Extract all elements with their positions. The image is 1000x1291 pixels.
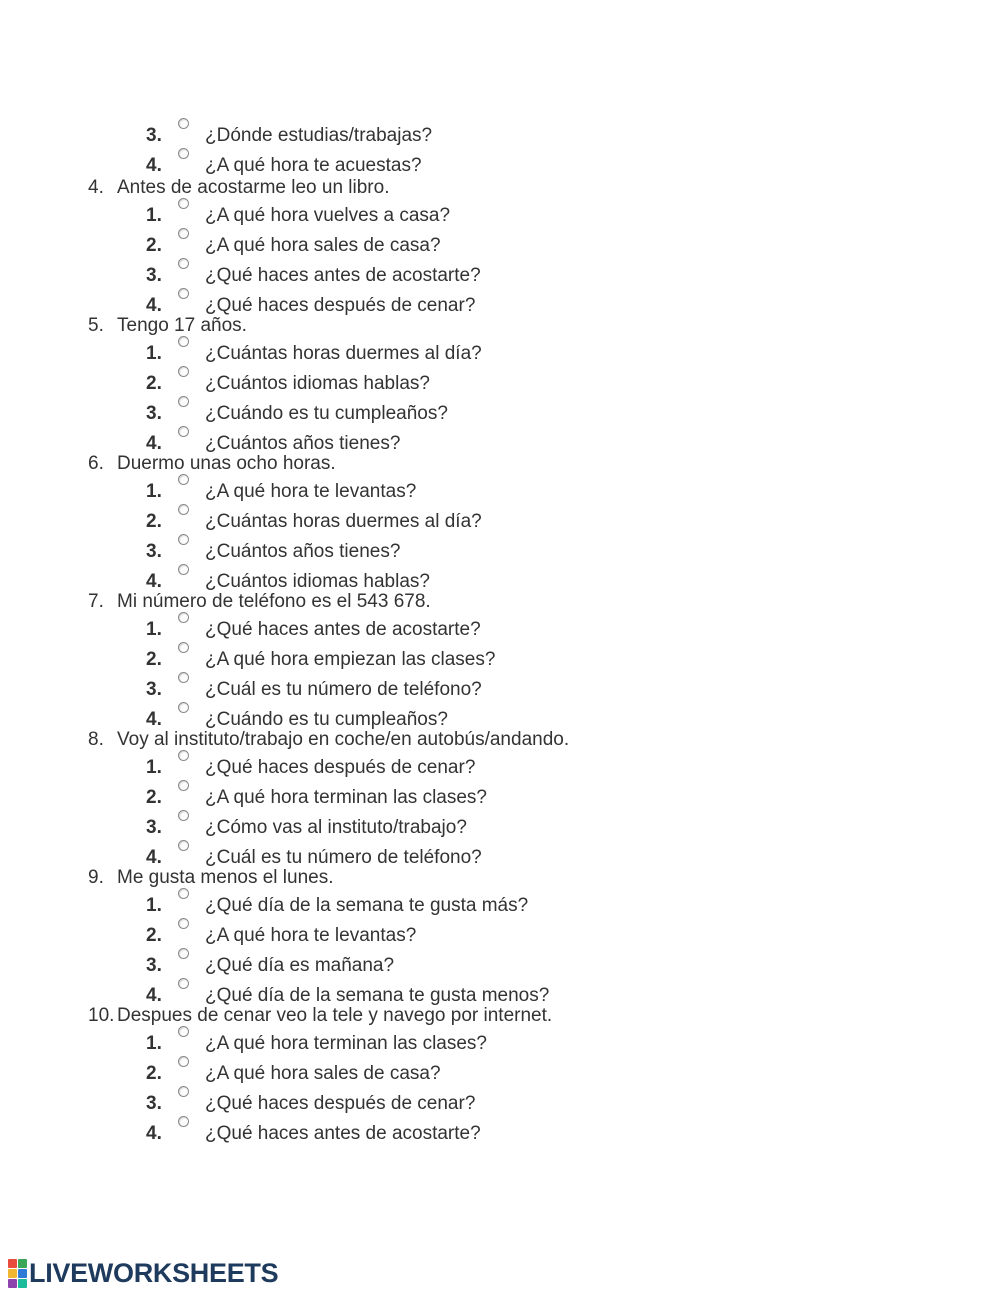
option-number: 2. xyxy=(146,235,162,256)
radio-button-icon[interactable] xyxy=(178,564,189,575)
logo-square xyxy=(8,1279,17,1288)
option-number: 2. xyxy=(146,1063,162,1084)
question-number: 8. xyxy=(88,729,104,750)
option-number: 3. xyxy=(146,265,162,286)
logo-square xyxy=(8,1259,17,1268)
logo-mark-icon xyxy=(8,1259,27,1288)
option-text: ¿Cómo vas al instituto/trabajo? xyxy=(205,817,467,838)
question-number: 10. xyxy=(88,1005,115,1026)
option-text: ¿Cuál es tu número de teléfono? xyxy=(205,679,482,700)
question-prompt xyxy=(88,177,390,199)
option-text: ¿Dónde estudias/trabajas? xyxy=(205,125,433,146)
option-text: ¿Cuántos idiomas hablas? xyxy=(205,373,430,394)
option-text: ¿Cuál es tu número de teléfono? xyxy=(205,847,482,868)
option-text: ¿Qué día es mañana? xyxy=(205,955,395,976)
radio-button-icon[interactable] xyxy=(178,288,189,299)
radio-button-icon[interactable] xyxy=(178,750,189,761)
option-text: ¿Cuántos años tienes? xyxy=(205,541,401,562)
radio-button-icon[interactable] xyxy=(178,504,189,515)
question-number: 9. xyxy=(88,867,104,888)
option-number: 2. xyxy=(146,787,162,808)
question-text: Antes de acostarme leo un libro. xyxy=(117,177,390,198)
question-text: Despues de cenar veo la tele y navego por internet. xyxy=(117,1005,553,1026)
option-number: 3. xyxy=(146,679,162,700)
question-number: 5. xyxy=(88,315,104,336)
option-text: ¿A qué hora terminan las clases? xyxy=(205,1033,487,1054)
option-text: ¿Qué haces antes de acostarte? xyxy=(205,1123,481,1144)
option-number: 3. xyxy=(146,541,162,562)
option-number: 3. xyxy=(146,817,162,838)
question-number: 7. xyxy=(88,591,104,612)
radio-button-icon[interactable] xyxy=(178,702,189,713)
logo-square xyxy=(8,1269,17,1278)
radio-button-icon[interactable] xyxy=(178,258,189,269)
logo-text: LIVEWORKSHEETS xyxy=(29,1257,279,1288)
option-number: 2. xyxy=(146,511,162,532)
question-prompt xyxy=(88,453,336,475)
question-text: Voy al instituto/trabajo en coche/en autobús/andando. xyxy=(117,729,570,750)
option-text: ¿A qué hora empiezan las clases? xyxy=(205,649,496,670)
option-text: ¿Cuántas horas duermes al día? xyxy=(205,343,482,364)
option-number: 2. xyxy=(146,373,162,394)
option-number: 2. xyxy=(146,925,162,946)
option-number: 1. xyxy=(146,205,162,226)
question-prompt xyxy=(88,315,247,337)
radio-button-icon[interactable] xyxy=(178,1026,189,1037)
logo-square xyxy=(18,1259,27,1268)
option-text: ¿Qué haces después de cenar? xyxy=(205,757,476,778)
liveworksheets-logo xyxy=(8,1258,278,1288)
option-text: ¿A qué hora te levantas? xyxy=(205,481,417,502)
option-number: 2. xyxy=(146,649,162,670)
radio-button-icon[interactable] xyxy=(178,198,189,209)
radio-button-icon[interactable] xyxy=(178,118,189,129)
option-text: ¿Cuántos años tienes? xyxy=(205,433,401,454)
question-text: Me gusta menos el lunes. xyxy=(117,867,334,888)
option-text: ¿A qué hora te levantas? xyxy=(205,925,417,946)
radio-button-icon[interactable] xyxy=(178,612,189,623)
option-number: 1. xyxy=(146,481,162,502)
option-text: ¿Qué día de la semana te gusta menos? xyxy=(205,985,550,1006)
question-text: Mi número de teléfono es el 543 678. xyxy=(117,591,431,612)
option-text: ¿Qué haces después de cenar? xyxy=(205,295,476,316)
option-number: 4. xyxy=(146,985,162,1006)
option-number: 1. xyxy=(146,619,162,640)
option-number: 1. xyxy=(146,1033,162,1054)
question-prompt xyxy=(88,729,569,751)
option-number: 4. xyxy=(146,1123,162,1144)
radio-button-icon[interactable] xyxy=(178,228,189,239)
radio-button-icon[interactable] xyxy=(178,336,189,347)
radio-button-icon[interactable] xyxy=(178,1056,189,1067)
question-number: 4. xyxy=(88,177,104,198)
radio-button-icon[interactable] xyxy=(178,642,189,653)
radio-button-icon[interactable] xyxy=(178,534,189,545)
option-text: ¿A qué hora sales de casa? xyxy=(205,1063,441,1084)
option-text: ¿A qué hora sales de casa? xyxy=(205,235,441,256)
radio-button-icon[interactable] xyxy=(178,672,189,683)
question-text: Duermo unas ocho horas. xyxy=(117,453,336,474)
option-text: ¿A qué hora terminan las clases? xyxy=(205,787,487,808)
option-number: 3. xyxy=(146,125,162,146)
radio-button-icon[interactable] xyxy=(178,840,189,851)
option-text: ¿Cuántas horas duermes al día? xyxy=(205,511,482,532)
option-text: ¿A qué hora vuelves a casa? xyxy=(205,205,451,226)
option-text: ¿Qué haces antes de acostarte? xyxy=(205,619,481,640)
option-number: 4. xyxy=(146,433,162,454)
option-text: ¿Qué día de la semana te gusta más? xyxy=(205,895,529,916)
radio-button-icon[interactable] xyxy=(178,396,189,407)
question-prompt xyxy=(88,591,431,613)
radio-button-icon[interactable] xyxy=(178,948,189,959)
option-text: ¿Qué haces después de cenar? xyxy=(205,1093,476,1114)
option-text: ¿Qué haces antes de acostarte? xyxy=(205,265,481,286)
option-text: ¿Cuándo es tu cumpleaños? xyxy=(205,403,448,424)
option-number: 4. xyxy=(146,709,162,730)
option-text: ¿Cuándo es tu cumpleaños? xyxy=(205,709,448,730)
radio-button-icon[interactable] xyxy=(178,366,189,377)
radio-button-icon[interactable] xyxy=(178,474,189,485)
question-prompt xyxy=(88,1005,552,1027)
option-number: 3. xyxy=(146,1093,162,1114)
radio-button-icon[interactable] xyxy=(178,918,189,929)
logo-square xyxy=(18,1269,27,1278)
option-number: 4. xyxy=(146,571,162,592)
option-number: 1. xyxy=(146,895,162,916)
question-prompt xyxy=(88,867,334,889)
radio-button-icon[interactable] xyxy=(178,148,189,159)
option-number: 3. xyxy=(146,403,162,424)
option-text: ¿Cuántos idiomas hablas? xyxy=(205,571,430,592)
radio-button-icon[interactable] xyxy=(178,888,189,899)
option-number: 4. xyxy=(146,295,162,316)
option-text: ¿A qué hora te acuestas? xyxy=(205,155,422,176)
radio-button-icon[interactable] xyxy=(178,780,189,791)
question-number: 6. xyxy=(88,453,104,474)
option-number: 4. xyxy=(146,847,162,868)
logo-square xyxy=(18,1279,27,1288)
radio-button-icon[interactable] xyxy=(178,1086,189,1097)
radio-button-icon[interactable] xyxy=(178,978,189,989)
option-number: 1. xyxy=(146,343,162,364)
radio-button-icon[interactable] xyxy=(178,1116,189,1127)
radio-button-icon[interactable] xyxy=(178,810,189,821)
option-number: 3. xyxy=(146,955,162,976)
option-number: 1. xyxy=(146,757,162,778)
option-number: 4. xyxy=(146,155,162,176)
question-text: Tengo 17 años. xyxy=(117,315,247,336)
radio-button-icon[interactable] xyxy=(178,426,189,437)
